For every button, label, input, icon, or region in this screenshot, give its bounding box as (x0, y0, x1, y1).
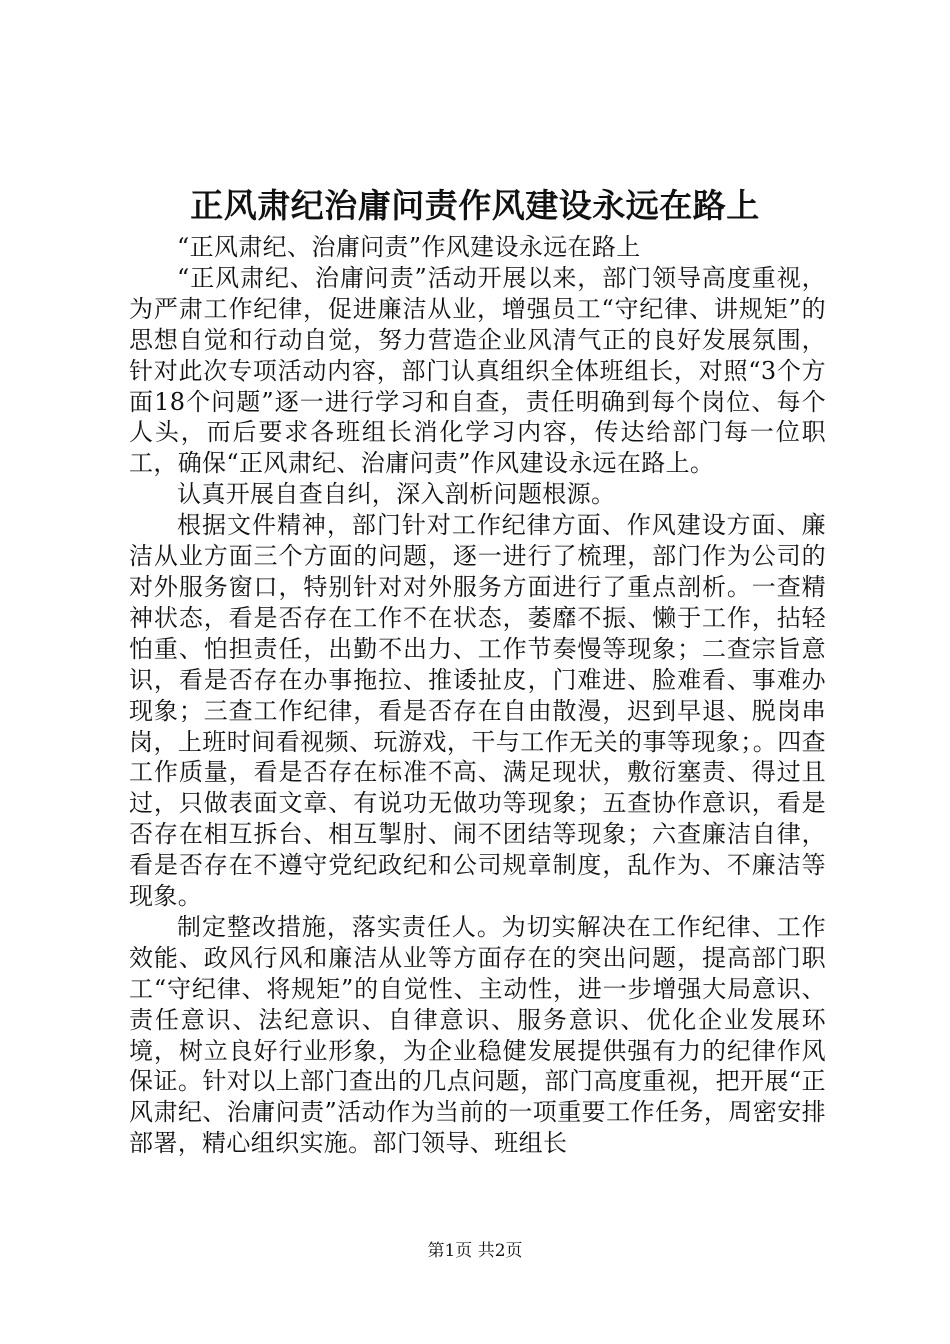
page-number-footer: 第1页 共2页 (427, 1241, 523, 1261)
paragraph-intro: “正风肃纪、治庸问责”活动开展以来，部门领导高度重视，为严肃工作纪律，促进廉洁从业，增强员工“守纪律、讲规矩”的思想自觉和行动自觉，努力营造企业风清气正的良好发展氛围，针对此次专项活动内容，部门认真组织全体班组长，对照“3个方面18个问题”逐一进行学习和自查，责任明确到每个岗位、每个人头，而后要求各班组长消化学习内容，传达给部门每一位职工，确保“正风肃纪、治庸问责”作风建设永远在路上。 (129, 263, 826, 478)
paragraph-subtitle: “正风肃纪、治庸问责”作风建设永远在路上 (177, 233, 641, 261)
paragraph-self-check-details: 根据文件精神，部门针对工作纪律方面、作风建设方面、廉洁从业方面三个方面的问题，逐一进行了梳理，部门作为公司的对外服务窗口，特别针对对外服务方面进行了重点剖析。一查精神状态，看是否存在工作不在状态，萎靡不振、懒于工作，拈轻怕重、怕担责任，出勤不出力、工作节奏慢等现象；二查宗旨意识，看是否存在办事拖拉、推诿扯皮，门难进、脸难看、事难办现象；三查工作纪律，看是否存在自由散漫，迟到早退、脱岗串岗，上班时间看视频、玩游戏，干与工作无关的事等现象；。四查工作质量，看是否存在标准不高、满足现状，敷衍塞责、得过且过，只做表面文章、有说功无做功等现象；五查协作意识，看是否存在相互拆台、相互掣肘、闹不团结等现象；六查廉洁自律，看是否存在不遵守党纪政纪和公司规章制度，乱作为、不廉洁等现象。 (129, 511, 826, 911)
document-body (129, 232, 826, 1159)
paragraph-rectification: 制定整改措施，落实责任人。为切实解决在工作纪律、工作效能、政风行风和廉洁从业等方面存在的突出问题，提高部门职工“守纪律、将规矩”的自觉性、主动性，进一步增强大局意识、责任意识、法纪意识、自律意识、服务意识、优化企业发展环境，树立良好行业形象，为企业稳健发展提供强有力的纪律作风保证。针对以上部门查出的几点问题，部门高度重视，把开展“正风肃纪、治庸问责”活动作为当前的一项重要工作任务，周密安排部署，精心组织实施。部门领导、班组长 (129, 912, 826, 1158)
document-title: 正风肃纪治庸问责作风建设永远在路上 (190, 186, 760, 225)
paragraph-heading-self-check: 认真开展自查自纠，深入剖析问题根源。 (177, 480, 616, 509)
